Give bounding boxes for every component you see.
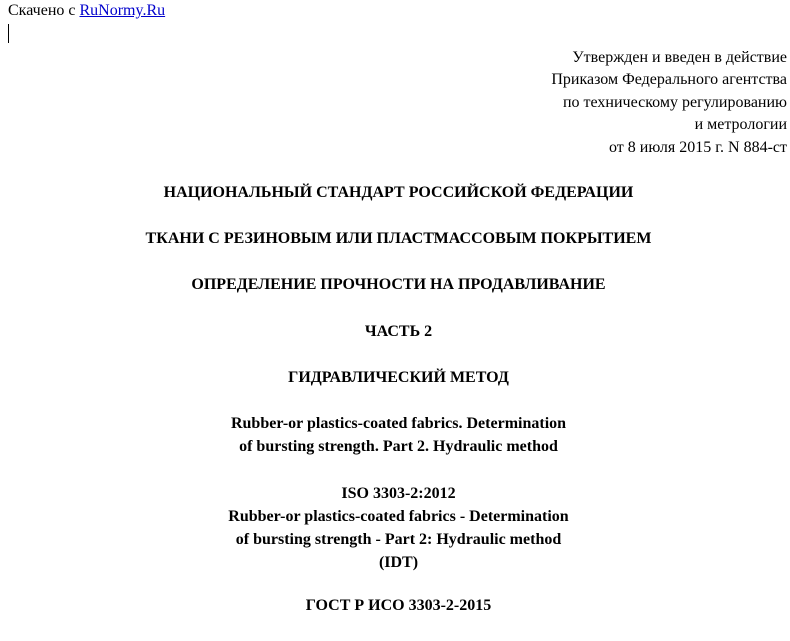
definition-title: ОПРЕДЕЛЕНИЕ ПРОЧНОСТИ НА ПРОДАВЛИВАНИЕ (191, 276, 606, 293)
approval-line-4: и метрологии (694, 116, 787, 134)
english-title-line-1: Rubber-or plastics-coated fabrics. Determination (230, 415, 567, 432)
approval-line-3: по техническому регулированию (562, 93, 787, 111)
iso-title-line-2: of bursting strength - Part 2: Hydraulic method (235, 531, 562, 548)
source-link[interactable]: RuNormy.Ru (79, 2, 166, 19)
iso-number: ISO 3303-2:2012 (341, 485, 456, 502)
national-standard-title: НАЦИОНАЛЬНЫЙ СТАНДАРТ РОССИЙСКОЙ ФЕДЕРАЦИИ (163, 184, 634, 201)
iso-block (0, 482, 790, 574)
approval-line-2: Приказом Федерального агентства (551, 71, 787, 89)
method-title: ГИДРАВЛИЧЕСКИЙ МЕТОД (288, 369, 509, 386)
source-prefix: Скачено с (8, 2, 76, 19)
fabrics-title: ТКАНИ С РЕЗИНОВЫМ ИЛИ ПЛАСТМАССОВЫМ ПОКРЫТИЕМ (145, 230, 652, 247)
text-cursor (8, 24, 9, 43)
gost-number: ГОСТ Р ИСО 3303-2-2015 (305, 597, 492, 614)
source-line (8, 2, 165, 20)
english-title (0, 412, 790, 458)
iso-equivalence: (IDT) (378, 554, 419, 571)
english-title-line-2: of bursting strength. Part 2. Hydraulic method (239, 438, 558, 455)
iso-title-line-1: Rubber-or plastics-coated fabrics - Determination (228, 508, 569, 525)
part-title: ЧАСТЬ 2 (364, 323, 433, 340)
approval-block (551, 47, 787, 159)
approval-line-5: от 8 июля 2015 г. N 884-ст (609, 138, 787, 156)
approval-line-1: Утвержден и введен в действие (572, 49, 787, 66)
